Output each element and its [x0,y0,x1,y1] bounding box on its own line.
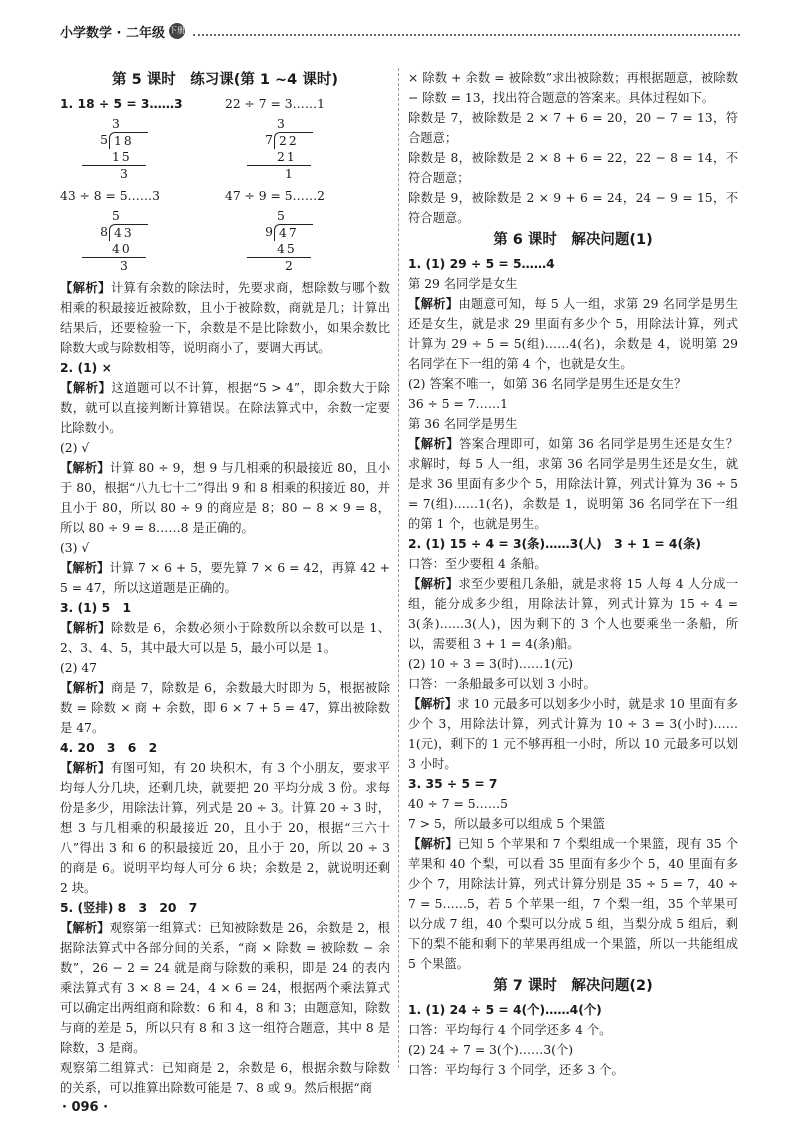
analysis-text: 求至少要租几条船，就是求将 15 人每 4 人分成一组，能分成多少组，用除法计算，列式计算为 15 ÷ 4 = 3(条)……3(人)，因为剩下的 3 个人也要乘坐一条船，所以，需要租 3 + 1 = 4(条)船。 [408,577,738,651]
analysis-r4 [408,694,738,774]
q2: 2. (1) × [60,361,112,375]
book-title: 小学数学 · 二年级 [60,25,165,41]
analysis-text: 有图可知，有 20 块积木，有 3 个小朋友，要求平均每人分几块，还剩几块，就要把 20 平均分成 3 份。求每份是多少，用除法计算，列式是 20 ÷ 3。计算 20 ÷ 3 时，想 3 与几相乘的积最接近 20，且小于 20，根据“三六十八”得出 3 和 6 的积最接近 20，且小于 20，所以 20 ÷ 3 的商是 6。说明平均每人可分 6 块；余数是 2，就说明还剩 2 块。 [60,761,390,895]
ld-product: 15 [82,149,146,166]
ld-quotient: 5 [112,209,120,223]
long-division-row-1 [60,114,390,186]
a3b: 40 ÷ 7 = 5……5 [408,797,508,811]
a1: 1. (1) 29 ÷ 5 = 5……4 [408,257,555,271]
analysis-3 [60,458,390,538]
analysis-r2 [408,434,738,534]
continued-text-1: × 除数 + 余数 = 被除数”求出被除数；再根据题意，被除数 − 除数 = 13，找出符合题意的答案来。具体过程如下。 [408,71,738,105]
analysis-1 [60,278,390,358]
analysis-tag: 【解析】 [408,297,459,311]
long-division-4 [247,208,390,274]
q3b: (2) 47 [60,661,97,675]
b1d: 口答：平均每行 3 个同学，还多 3 个。 [408,1063,624,1077]
long-division-3 [82,208,225,274]
q4: 4. 20 3 6 2 [60,741,158,755]
q2c: (3) √ [60,541,90,555]
analysis-r5 [408,834,738,974]
analysis-4 [60,558,390,598]
continued-text-3: 除数是 8，被除数是 2 × 8 + 6 = 22，22 − 8 = 14，不符合题意； [408,151,738,185]
analysis-text: 计算有余数的除法时，先要求商，想除数与哪个数相乘的积最接近被除数，且小于被除数，商就是几；计算出结果后，还要检验一下，余数是不是比除数小，如果余数比除数大或与除数相等，说明商小了，要调大再试。 [60,281,390,355]
analysis-tag: 【解析】 [60,621,111,635]
analysis-tag: 【解析】 [408,577,459,591]
ld-divisor: 9 [265,225,273,239]
page-number: · 096 · [62,1100,109,1115]
ld-remainder: 2 [285,259,293,273]
analysis-tag: 【解析】 [60,381,112,395]
analysis-2 [60,378,390,438]
q1-row-1 [60,94,390,114]
analysis-9: 观察第二组算式：已知商是 2，余数是 6，根据余数与除数的关系，可以推算出除数可能是 7、8 或 9。然后根据“商 [60,1061,390,1095]
grade-badge: 下册 [169,23,185,39]
a2d: 口答：一条船最多可以划 3 小时。 [408,677,596,691]
ld-divisor: 7 [265,133,273,147]
ld-remainder: 3 [120,167,128,181]
header-dotted-rule [193,26,740,36]
q5: 5. (竖排) 8 3 20 7 [60,901,198,915]
q1d: 47 ÷ 9 = 5……2 [225,189,325,203]
analysis-text: 观察第一组算式：已知被除数是 26，余数是 2，根据除法算式中各部分间的关系，“商 × 除数 = 被除数 − 余数”，26 − 2 = 24 就是商与除数的乘积，即是 24 的表内乘法算式有 3 × 8 = 24，4 × 6 = 24，根据两个乘法算式可以确定出两组商和除数：6 和 4，8 和 3；由题意知，除数与商的差是 5，所以只有 8 和 3 这一组符合题意，其中 8 是除数，3 是商。 [60,921,390,1055]
analysis-6 [60,678,390,738]
analysis-text: 由题意可知，每 5 人一组，求第 29 名同学是男生还是女生，就是求 29 里面有多少个 5，用除法计算，列式计算为 29 ÷ 5 = 5(组)……4(名)，余数是 4，说明第 29 名同学在下一组的第 4 个，也就是女生。 [408,297,738,371]
a3: 3. 35 ÷ 5 = 7 [408,777,498,791]
analysis-text: 除数是 6，余数必须小于除数所以余数可以是 1、2、3、4、5，其中最大可以是 5，最小可以是 1。 [60,621,390,655]
continued-text-4: 除数是 9，被除数是 2 × 9 + 6 = 24，24 − 9 = 15，不符合题意。 [408,191,738,225]
ld-remainder: 3 [120,259,128,273]
ld-product: 40 [82,241,146,258]
long-division-2 [247,116,390,182]
analysis-r1 [408,294,738,374]
q1b: 22 ÷ 7 = 3……1 [225,97,325,111]
a1b: 第 29 名同学是女生 [408,277,518,291]
analysis-tag: 【解析】 [408,437,460,451]
a2b: 口答：至少要租 4 条船。 [408,557,547,571]
analysis-tag: 【解析】 [408,697,458,711]
b1c: (2) 24 ÷ 7 = 3(个)……3(个) [408,1043,574,1057]
q1a: 1. 18 ÷ 5 = 3……3 [60,97,183,111]
lesson-title-6: 第 6 课时 解决问题(1) [493,232,653,248]
b1b: 口答：平均每行 4 个同学还多 4 个。 [408,1023,612,1037]
continued-text-2: 除数是 7，被除数是 2 × 7 + 6 = 20，20 − 7 = 13，符合题意； [408,111,738,145]
analysis-tag: 【解析】 [408,837,458,851]
ld-remainder: 1 [285,167,293,181]
analysis-text: 计算 7 × 6 + 5，要先算 7 × 6 = 42，再算 42 + 5 = 47，所以这道题是正确的。 [60,561,390,595]
ld-quotient: 3 [277,117,285,131]
long-division-1 [82,116,225,182]
long-division-row-2 [60,206,390,278]
analysis-5 [60,618,390,658]
ld-dividend: 18 [109,132,148,149]
ld-dividend: 43 [109,224,148,241]
page-header [60,18,740,44]
analysis-tag: 【解析】 [60,681,111,695]
left-column [60,68,390,1098]
lesson-title-5: 第 5 课时 练习课(第 1 ~4 课时) [112,72,338,88]
a1c: (2) 答案不唯一，如第 36 名同学是男生还是女生？ [408,377,687,391]
ld-quotient: 5 [277,209,285,223]
a1d: 36 ÷ 5 = 7……1 [408,397,508,411]
a2: 2. (1) 15 ÷ 4 = 3(条)……3(人) 3 + 1 = 4(条) [408,537,701,551]
ld-dividend: 22 [274,132,313,149]
q3: 3. (1) 5 1 [60,601,131,615]
analysis-tag: 【解析】 [60,561,110,575]
analysis-r3 [408,574,738,654]
ld-divisor: 8 [100,225,108,239]
lesson-title-7: 第 7 课时 解决问题(2) [493,978,653,994]
ld-dividend: 47 [274,224,313,241]
analysis-7 [60,758,390,898]
analysis-tag: 【解析】 [60,461,110,475]
analysis-8 [60,918,390,1058]
q1-row-2 [60,186,390,206]
b1: 1. (1) 24 ÷ 5 = 4(个)……4(个) [408,1003,602,1017]
ld-divisor: 5 [100,133,108,147]
analysis-text: 这道题可以不计算，根据“5 > 4”，即余数大于除数，就可以直接判断计算错误。在除法算式中，余数一定要比除数小。 [60,381,390,435]
analysis-text: 求 10 元最多可以划多少小时，就是求 10 里面有多少个 3，用除法计算，列式计算为 10 ÷ 3 = 3(小时)……1(元)，剩下的 1 元不够再租一小时，所以 10 元最多可以划 3 小时。 [408,697,738,771]
right-column [408,68,738,1080]
analysis-tag: 【解析】 [60,921,110,935]
ld-quotient: 3 [112,117,120,131]
analysis-text: 计算 80 ÷ 9，想 9 与几相乘的积最接近 80，且小于 80，根据“八九七十二”得出 9 和 8 相乘的积接近 80，并且小于 80，所以 80 ÷ 9 的商应是 8；80 − 8 × 9 = 8，所以 80 ÷ 9 = 8……8 是正确的。 [60,461,390,535]
ld-product: 21 [247,149,311,166]
a2c: (2) 10 ÷ 3 = 3(时)……1(元) [408,657,574,671]
ld-product: 45 [247,241,311,258]
analysis-text: 商是 7，除数是 6，余数最大时即为 5，根据被除数 = 除数 × 商 + 余数，即 6 × 7 + 5 = 47，算出被除数是 47。 [60,681,390,735]
analysis-tag: 【解析】 [60,761,111,775]
column-divider [398,68,399,1068]
q2b: (2) √ [60,441,90,455]
analysis-text: 答案合理即可，如第 36 名同学是男生还是女生？求解时，每 5 人一组，求第 36 名同学是男生还是女生，就是求 36 里面有多少个 5，用除法计算，列式计算为 36 ÷ 5 = 7(组)……1(名)，余数是 1，说明第 36 名同学在下一组的第 1 个，也就是男生。 [408,437,738,531]
q1c: 43 ÷ 8 = 5……3 [60,189,160,203]
a3c: 7 > 5，所以最多可以组成 5 个果篮 [408,817,605,831]
analysis-tag: 【解析】 [60,281,111,295]
analysis-text: 已知 5 个苹果和 7 个梨组成一个果篮，现有 35 个苹果和 40 个梨，可以看 35 里面有多少个 5，40 里面有多少个 7，用除法计算，列式计算分别是 35 ÷ 5 = 7，40 ÷ 7 = 5……5，若 5 个苹果一组，7 个梨一组，35 个苹果可以分成 7 组，40 个梨可以分成 5 组，当梨分成 5 组后，剩下的梨不能和剩下的苹果再组成一个果篮，所以一共能组成 5 个果篮。 [408,837,738,971]
a1e: 第 36 名同学是男生 [408,417,518,431]
